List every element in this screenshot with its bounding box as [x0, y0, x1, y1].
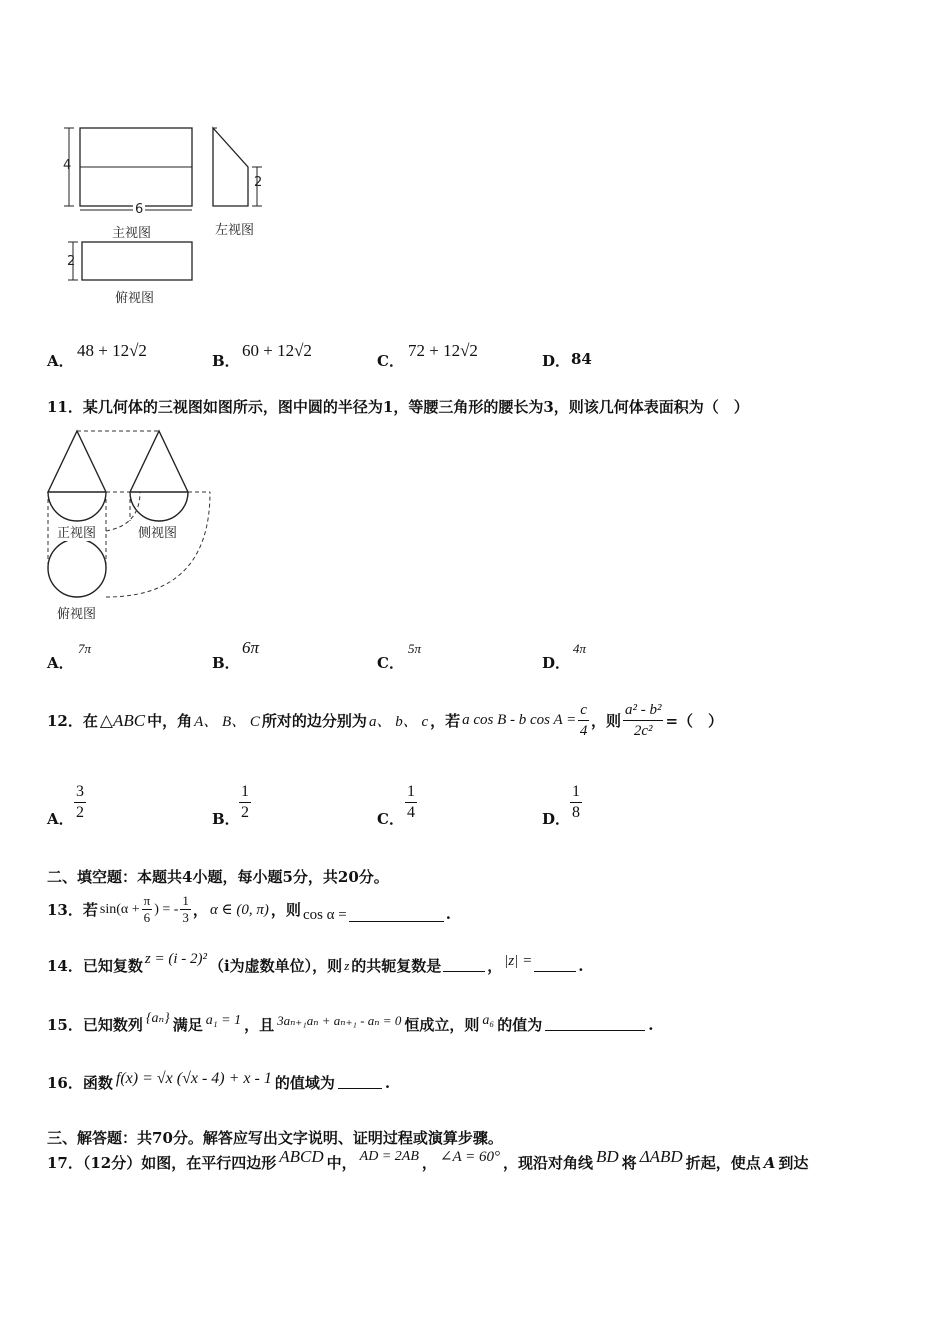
q13-pi-fraction: [142, 893, 153, 926]
q14-num: 14．已知复数: [47, 957, 143, 975]
q17-text-4: 折起，使点: [685, 1154, 761, 1172]
q12-option-b-num: 1: [239, 782, 251, 803]
q12-option-a-num: 3: [74, 782, 86, 803]
q12-option-b-den: 2: [241, 804, 249, 821]
q17-text-1: 中，: [326, 1154, 357, 1172]
q12-text-1: 中，角: [147, 712, 193, 730]
q10-option-c-value: 72 + 12√2: [408, 341, 478, 360]
q10-left-view-label: 左视图: [215, 223, 255, 238]
q12-condition: a cos B - b cos A =: [462, 712, 577, 728]
q10-option-a-letter: A．: [47, 352, 74, 370]
q11-side-view-label: 侧视图: [138, 522, 177, 541]
q13-end: .: [445, 904, 451, 923]
q11-front-view-label: 正视图: [57, 522, 96, 541]
q11-top-view-label: 俯视图: [57, 607, 97, 622]
q12-text-4: ，则: [590, 712, 621, 730]
q12-text-3: ，若: [430, 712, 461, 730]
q14-z: z: [344, 957, 350, 973]
q12-option-c-num: 1: [405, 782, 417, 803]
q10-dim-top: 2: [67, 254, 76, 269]
q10-option-c-letter: C．: [377, 352, 404, 370]
q12-stem: [47, 700, 723, 741]
q15-answer-blank[interactable]: [545, 1018, 645, 1031]
q15-init: a₁ = 1: [205, 1012, 242, 1028]
q15-text-1: 满足: [172, 1016, 203, 1034]
q17-bd: BD: [596, 1146, 619, 1166]
q12-option-a-letter: A．: [47, 810, 74, 828]
q13-sep: ，: [192, 901, 208, 919]
q12-text-2: 所对的边分别为: [261, 712, 367, 730]
q10-dim-height: 4: [63, 158, 72, 173]
q10-dim-width: 6: [135, 202, 144, 217]
q12-option-a-fraction: [74, 782, 86, 823]
q15-num: 15．已知数列: [47, 1016, 143, 1034]
q12-option-a-den: 2: [76, 804, 84, 821]
q12-expr-den: 2c²: [633, 723, 653, 739]
q13-target: cos α =: [302, 907, 347, 923]
q16-num: 16．函数: [47, 1074, 113, 1092]
q16-answer-blank[interactable]: [338, 1076, 382, 1089]
q12-angles: A、 B、 C: [194, 714, 260, 730]
q14-abs-blank[interactable]: [534, 959, 576, 972]
q12-expression-fraction: [623, 700, 664, 741]
q15-end: .: [648, 1015, 654, 1034]
q11-stem: 11．某几何体的三视图如图所示，图中圆的半径为1，等腰三角形的腰长为3，则该几何体表面积为（ ）: [47, 398, 749, 416]
q15-recurrence: 3aₙ₊₁aₙ + aₙ₊₁ - aₙ = 0: [277, 1012, 402, 1028]
q11-option-b-letter: B．: [212, 654, 240, 672]
q13-num: 13．若: [47, 901, 98, 919]
q17-num: 17．（12分）如图，在平行四边形: [47, 1154, 277, 1172]
q17-text-3: 将: [621, 1154, 637, 1172]
q13-answer-blank[interactable]: [349, 909, 444, 922]
q17-text-2: ，现沿对角线: [502, 1154, 593, 1172]
q12-text-5: =（ ）: [665, 712, 724, 730]
q10-three-view-figure: [55, 120, 335, 305]
q12-condition-fraction: [578, 700, 589, 741]
q10-option-a-value: 48 + 12√2: [77, 341, 147, 360]
section-2-heading: 二、填空题：本题共4小题，每小题5分，共20分。: [47, 868, 389, 886]
q13-f-num: 1: [182, 893, 189, 908]
q11-option-d-value: 4π: [573, 641, 587, 656]
q14-text-1: （i为虚数单位），则: [208, 957, 343, 975]
section-3-heading: 三、解答题：共70分。解答应写出文字说明、证明过程或演算步骤。: [47, 1129, 503, 1147]
q12-num: 12．在: [47, 712, 98, 730]
q11-option-b-value: 6π: [242, 638, 260, 657]
q14-conjugate-blank[interactable]: [443, 959, 485, 972]
q13-domain: α ∈ (0, π): [209, 902, 269, 918]
q15-text-3: 恒成立，则: [404, 1016, 480, 1034]
q16-text-1: 的值域为: [274, 1074, 335, 1092]
q16-line: [47, 1069, 391, 1093]
q12-option-d-num: 1: [570, 782, 582, 803]
q13-pi-num: π: [143, 893, 151, 908]
q14-abs: |z| =: [504, 953, 533, 969]
q17-abd: ΔABD: [639, 1146, 683, 1166]
q13-f-den: 3: [182, 910, 189, 925]
q17-point-a: A: [763, 1153, 776, 1172]
q15-a6: a₆: [482, 1012, 495, 1028]
q17-sep: ，: [421, 1154, 437, 1172]
q17-line: [47, 1146, 809, 1173]
q14-sep: ，: [487, 957, 503, 975]
q10-front-view-label: 主视图: [112, 226, 152, 241]
q12-cond-den: 4: [579, 723, 588, 739]
q12-option-c-fraction: [405, 782, 417, 823]
q15-seq: {aₙ}: [145, 1011, 170, 1026]
q12-option-b-letter: B．: [212, 810, 240, 828]
q12-triangle: △ABC: [99, 710, 146, 730]
q10-option-b-letter: B．: [212, 352, 240, 370]
q12-expr-num: a² - b²: [623, 700, 664, 721]
q17-cond-2: ∠A = 60°: [439, 1149, 500, 1165]
q13-line: [47, 893, 451, 926]
q14-z-def: z = (i - 2)²: [144, 951, 207, 967]
q12-option-b-fraction: [239, 782, 251, 823]
q11-option-a-value: 7π: [78, 641, 92, 656]
q16-function: f(x) = √x (√x - 4) + x - 1: [115, 1069, 272, 1087]
q15-text-2: ，且: [244, 1016, 275, 1034]
q12-sides: a、 b、 c: [368, 714, 429, 730]
q10-dim-side: 2: [254, 175, 263, 190]
q10-top-view-label: 俯视图: [115, 291, 155, 306]
q12-option-c-letter: C．: [377, 810, 404, 828]
q12-cond-num: c: [578, 700, 589, 721]
q12-option-d-letter: D．: [542, 810, 571, 828]
q16-end: .: [384, 1073, 391, 1092]
q14-text-2: 的共轭复数是: [351, 957, 442, 975]
q15-line: [47, 1011, 654, 1035]
q12-option-d-den: 8: [572, 804, 580, 821]
q15-text-4: 的值为: [497, 1016, 543, 1034]
q17-abcd: ABCD: [279, 1146, 324, 1166]
q17-text-5: 到达: [778, 1154, 809, 1172]
q11-option-d-letter: D．: [542, 654, 571, 672]
q14-line: [47, 951, 584, 976]
q11-option-c-value: 5π: [408, 641, 422, 656]
q12-option-c-den: 4: [407, 804, 415, 821]
q17-cond-1: AD = 2AB: [359, 1148, 419, 1164]
q13-expr-a: sin(α +: [99, 901, 140, 917]
q10-option-b-value: 60 + 12√2: [242, 341, 312, 360]
q11-option-c-letter: C．: [377, 654, 404, 672]
q12-option-d-fraction: [570, 782, 582, 823]
q13-expr-b: ) = -: [154, 901, 179, 917]
q13-pi-den: 6: [143, 910, 151, 925]
q10-option-d-value: 84: [571, 350, 592, 368]
q13-value-fraction: [180, 893, 191, 926]
q10-option-d-letter: D．: [542, 352, 571, 370]
q14-end: .: [578, 956, 584, 975]
q13-then: ，则: [270, 901, 301, 919]
q11-three-view-figure: [40, 425, 240, 610]
q11-option-a-letter: A．: [47, 654, 74, 672]
